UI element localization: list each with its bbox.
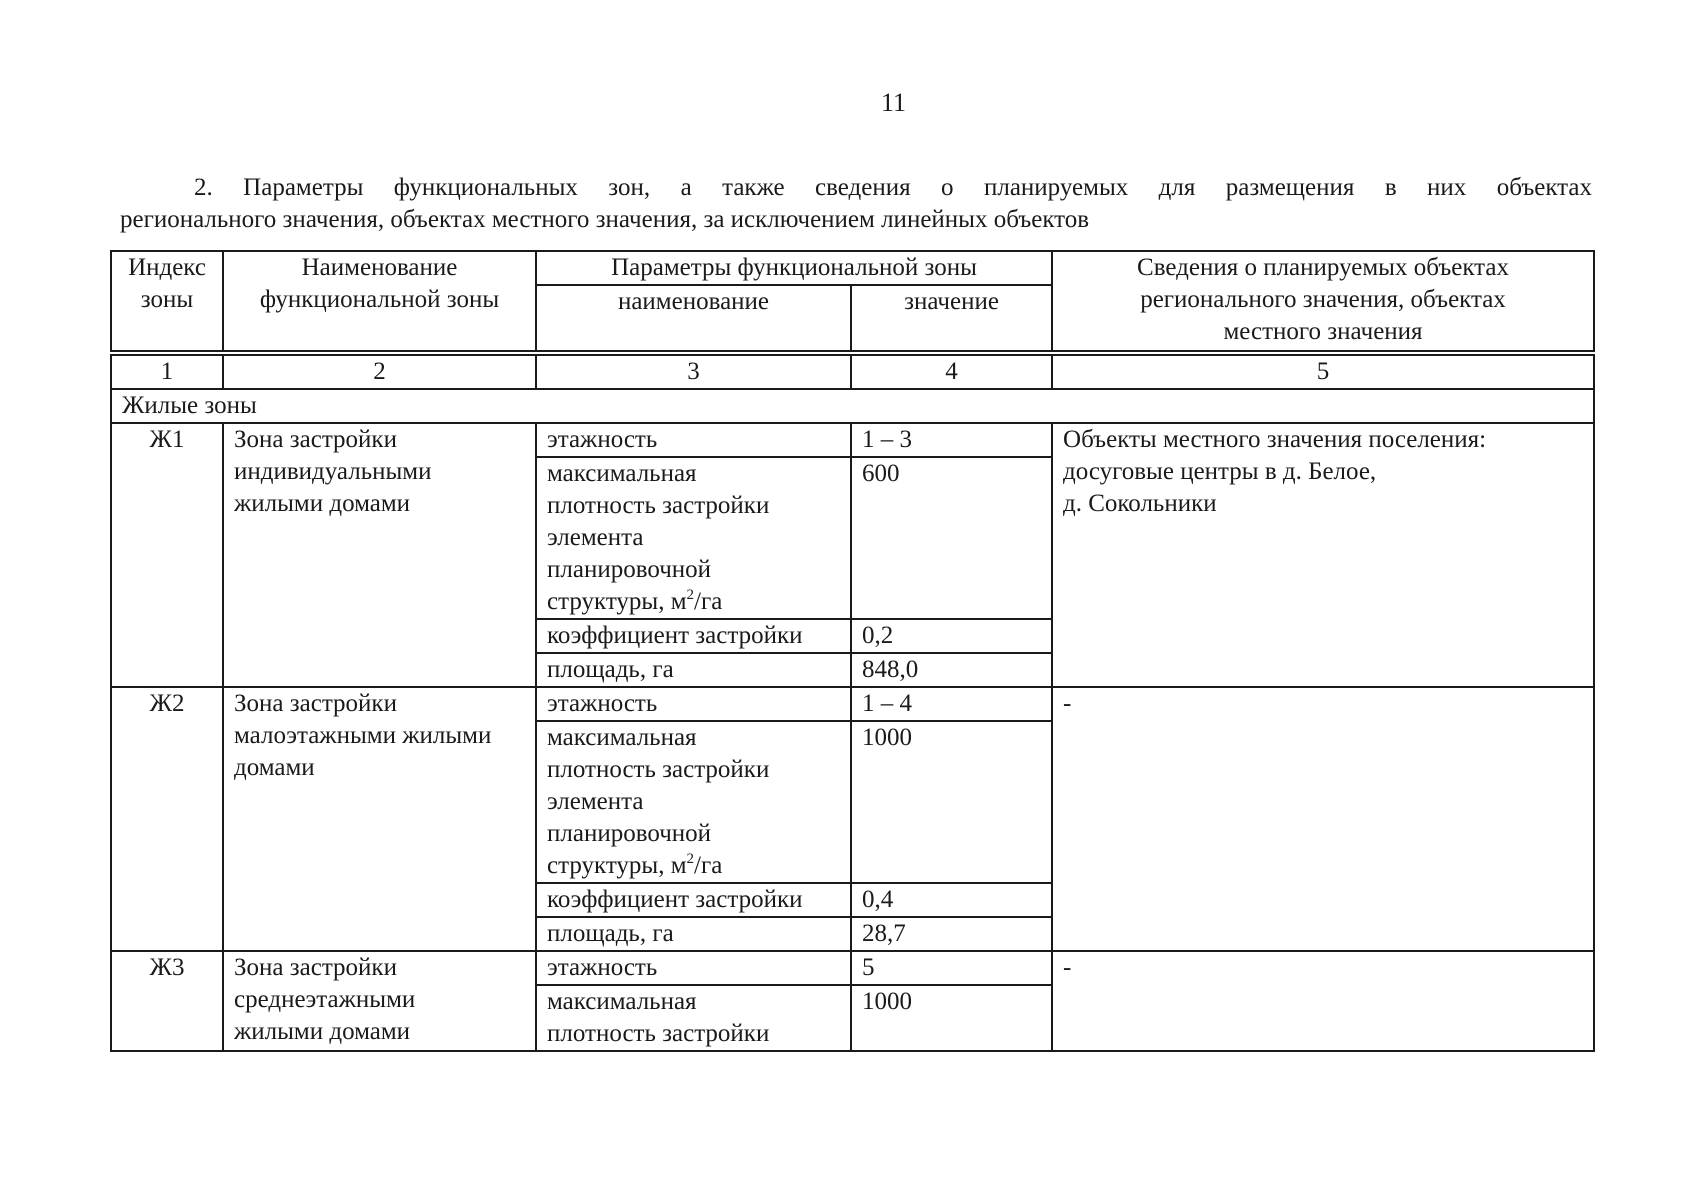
column-number: 1: [111, 353, 223, 389]
section-heading: [120, 172, 1592, 236]
param-value: 28,7: [851, 917, 1052, 951]
zone-name: Зона застройки индивидуальными жилыми домами: [223, 423, 536, 687]
param-value: 1000: [851, 985, 1052, 1051]
zone-index: Ж3: [111, 951, 223, 1051]
param-value: 0,2: [851, 619, 1052, 653]
param-value: 1000: [851, 721, 1052, 883]
group-row: [111, 389, 1594, 423]
param-name: коэффициент застройки: [536, 619, 851, 653]
column-number: 4: [851, 353, 1052, 389]
group-title: Жилые зоны: [111, 389, 1594, 423]
table-row: [111, 687, 1594, 721]
zones-table: [110, 250, 1595, 1052]
zone-name: Зона застройки малоэтажными жилыми домами: [223, 687, 536, 951]
param-value: 1 – 3: [851, 423, 1052, 457]
param-name: максимальная плотность застройки элемента планировочной структуры, $м^2/га$: [536, 457, 851, 619]
param-name: максимальная плотность застройки: [536, 985, 851, 1051]
param-name: этажность: [536, 423, 851, 457]
zone-index: Ж1: [111, 423, 223, 687]
heading-line-2: регионального значения, объектах местного значения, за исключением линейных объектов: [120, 206, 1090, 233]
param-value: 5: [851, 951, 1052, 985]
param-name: площадь, га: [536, 917, 851, 951]
header-zone-name: Наименование функциональной зоны: [223, 251, 536, 353]
column-number: 5: [1052, 353, 1594, 389]
header-index: Индекс зоны: [111, 251, 223, 353]
param-name: этажность: [536, 951, 851, 985]
table-row: [111, 951, 1594, 985]
param-name: этажность: [536, 687, 851, 721]
column-numbers-row: [111, 353, 1594, 389]
planned-objects: -: [1052, 951, 1594, 1051]
table-row: [111, 423, 1594, 457]
heading-line-1: 2. Параметры функциональных зон, а также сведения о планируемых для размещения в них объектах: [194, 174, 1592, 201]
param-value: 1 – 4: [851, 687, 1052, 721]
page-number: 11: [880, 88, 907, 117]
param-name: максимальная плотность застройки элемента планировочной структуры, $м^2/га$: [536, 721, 851, 883]
column-number: 2: [223, 353, 536, 389]
header-planned-objects: Сведения о планируемых объектах регионального значения, объектах местного значения: [1052, 251, 1594, 353]
header-param-name: наименование: [536, 285, 851, 353]
zone-name: Зона застройки среднеэтажными жилыми домами: [223, 951, 536, 1051]
param-value: 848,0: [851, 653, 1052, 687]
param-value: 600: [851, 457, 1052, 619]
header-row-1: [111, 251, 1594, 285]
zone-index: Ж2: [111, 687, 223, 951]
column-number: 3: [536, 353, 851, 389]
param-name: коэффициент застройки: [536, 883, 851, 917]
planned-objects: Объекты местного значения поселения: досуговые центры в д. Белое, д. Сокольники: [1052, 423, 1594, 687]
header-params-group: Параметры функциональной зоны: [536, 251, 1052, 285]
param-name: площадь, га: [536, 653, 851, 687]
planned-objects: -: [1052, 687, 1594, 951]
param-value: 0,4: [851, 883, 1052, 917]
header-param-value: значение: [851, 285, 1052, 353]
